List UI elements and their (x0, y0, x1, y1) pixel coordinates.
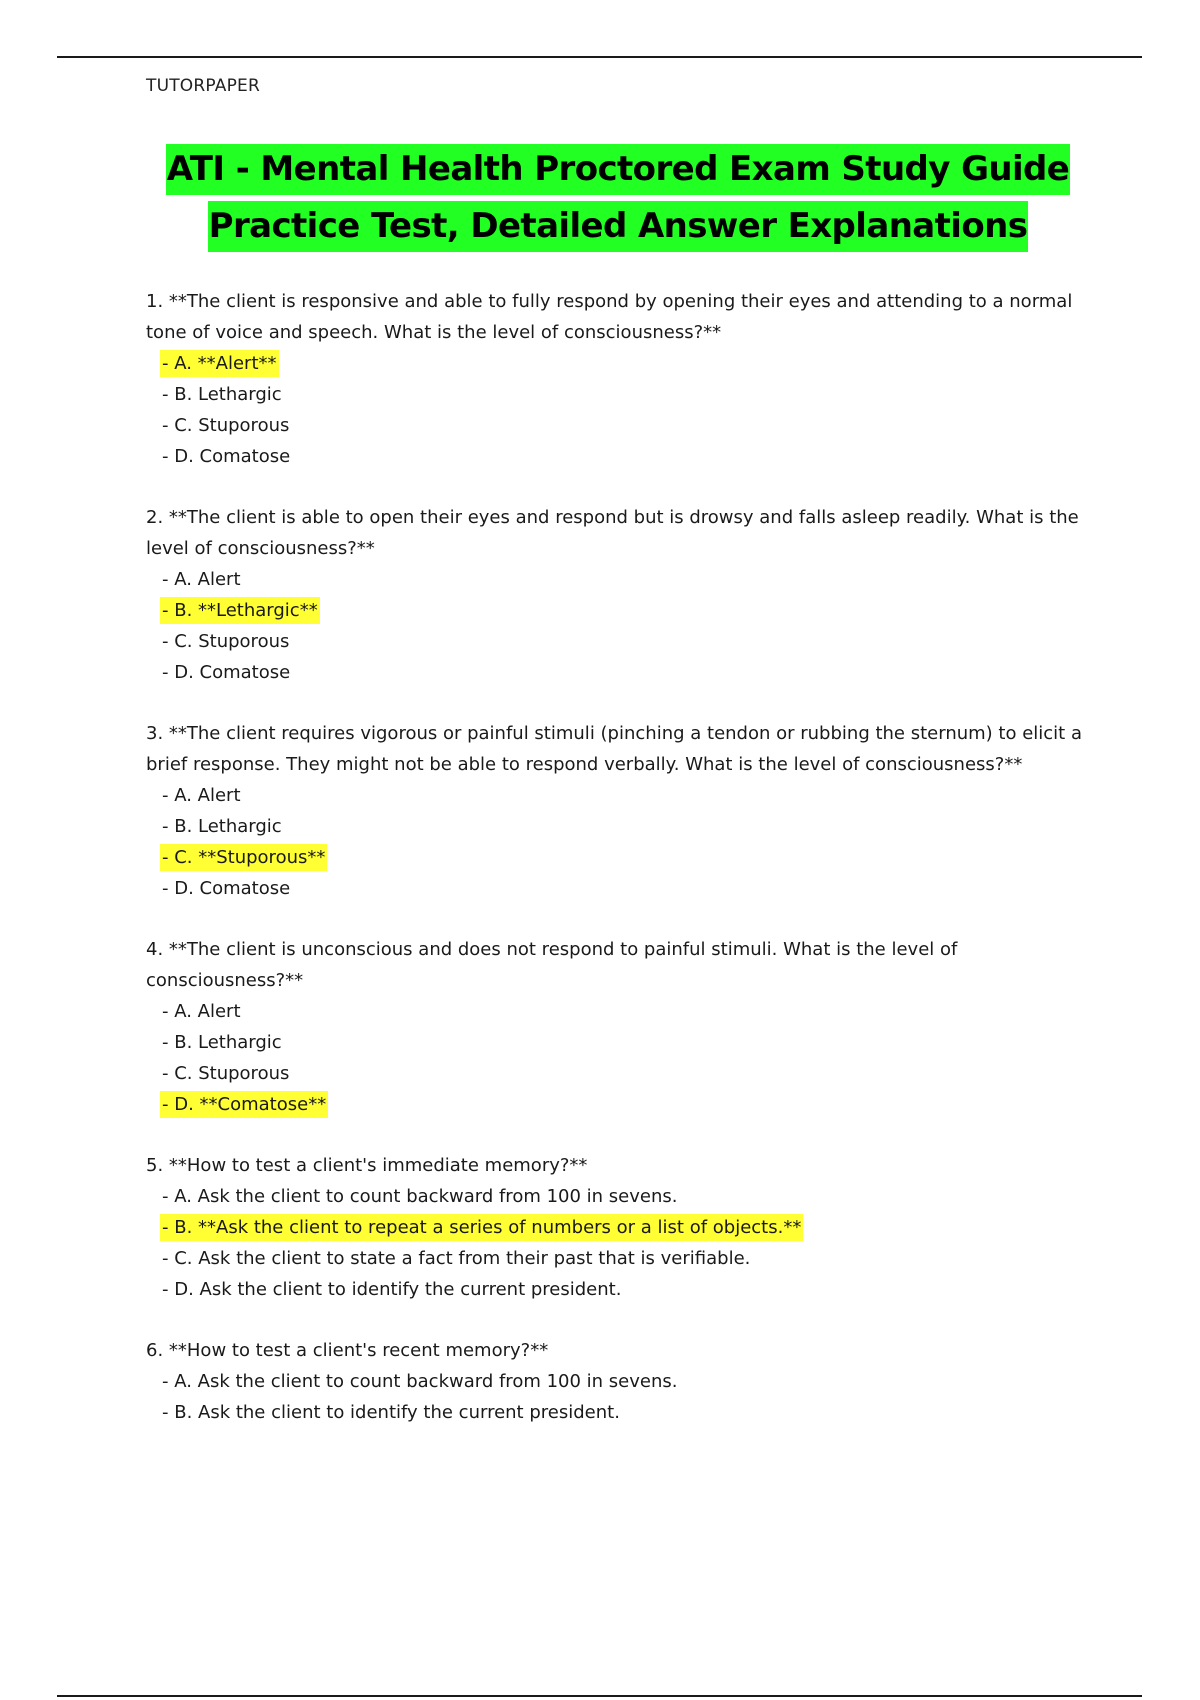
option-b (146, 1027, 1086, 1058)
option-d (146, 657, 1086, 688)
option-label: - D. Ask the client to identify the current president. (162, 1279, 622, 1300)
option-b (146, 595, 1086, 626)
option-label: - B. Lethargic (162, 1032, 282, 1053)
title-line-2: Practice Test, Detailed Answer Explanations (208, 201, 1029, 252)
option-d (146, 873, 1086, 904)
option-label: - B. Lethargic (162, 816, 282, 837)
option-a (146, 996, 1086, 1027)
option-a (146, 564, 1086, 595)
option-c (146, 1243, 1086, 1274)
option-label: - B. Lethargic (162, 384, 282, 405)
option-label: - A. Ask the client to count backward from 100 in sevens. (162, 1371, 678, 1392)
option-c (146, 842, 1086, 873)
question-4 (146, 934, 1086, 1120)
option-label: - C. Ask the client to state a fact from their past that is verifiable. (162, 1248, 751, 1269)
option-d (146, 441, 1086, 472)
option-a (146, 1181, 1086, 1212)
option-label: - D. Comatose (162, 446, 291, 467)
option-b (146, 1212, 1086, 1243)
option-b (146, 1397, 1086, 1428)
answer-options (146, 1366, 1086, 1428)
question-text: 2. **The client is able to open their eyes and respond but is drowsy and falls asleep readily. What is the level of consciousness?** (146, 507, 1079, 559)
answer-options (146, 780, 1086, 904)
question-2 (146, 502, 1086, 688)
option-b (146, 811, 1086, 842)
option-label: - B. Ask the client to identify the current president. (162, 1402, 620, 1423)
header-rule (57, 56, 1142, 58)
document-title (0, 144, 1200, 252)
option-label: - B. **Lethargic** (160, 597, 320, 624)
option-label: - A. Alert (162, 1001, 241, 1022)
question-3 (146, 718, 1086, 904)
option-c (146, 410, 1086, 441)
option-a (146, 1366, 1086, 1397)
option-label: - A. **Alert** (160, 350, 279, 377)
option-label: - C. Stuporous (162, 631, 290, 652)
option-label: - C. Stuporous (162, 415, 290, 436)
option-c (146, 626, 1086, 657)
option-d (146, 1089, 1086, 1120)
option-label: - D. **Comatose** (160, 1091, 328, 1118)
answer-options (146, 1181, 1086, 1305)
option-label: - A. Ask the client to count backward from 100 in sevens. (162, 1186, 678, 1207)
question-6 (146, 1335, 1086, 1428)
option-label: - D. Comatose (162, 878, 291, 899)
option-b (146, 379, 1086, 410)
question-text: 6. **How to test a client's recent memory?** (146, 1340, 549, 1361)
question-text: 4. **The client is unconscious and does not respond to painful stimuli. What is the level of consciousness?** (146, 939, 958, 991)
question-5 (146, 1150, 1086, 1305)
option-d (146, 1274, 1086, 1305)
question-text: 3. **The client requires vigorous or painful stimuli (pinching a tendon or rubbing the sternum) to elicit a brief response. They might not be able to respond verbally. What is the level of consciousness?** (146, 723, 1082, 775)
question-text: 5. **How to test a client's immediate memory?** (146, 1155, 588, 1176)
question-list (146, 286, 1086, 1458)
option-label: - C. **Stuporous** (160, 844, 327, 871)
answer-options (146, 348, 1086, 472)
title-line-1: ATI - Mental Health Proctored Exam Study Guide (166, 144, 1071, 195)
question-text: 1. **The client is responsive and able to fully respond by opening their eyes and attending to a normal tone of voice and speech. What is the level of consciousness?** (146, 291, 1073, 343)
answer-options (146, 996, 1086, 1120)
option-c (146, 1058, 1086, 1089)
footer-rule (57, 1695, 1142, 1697)
question-1 (146, 286, 1086, 472)
option-label: - D. Comatose (162, 662, 291, 683)
option-label: - A. Alert (162, 785, 241, 806)
option-label: - B. **Ask the client to repeat a series of numbers or a list of objects.** (160, 1214, 803, 1241)
option-a (146, 780, 1086, 811)
option-label: - C. Stuporous (162, 1063, 290, 1084)
answer-options (146, 564, 1086, 688)
option-label: - A. Alert (162, 569, 241, 590)
option-a (146, 348, 1086, 379)
publisher-label: TUTORPAPER (146, 76, 261, 96)
